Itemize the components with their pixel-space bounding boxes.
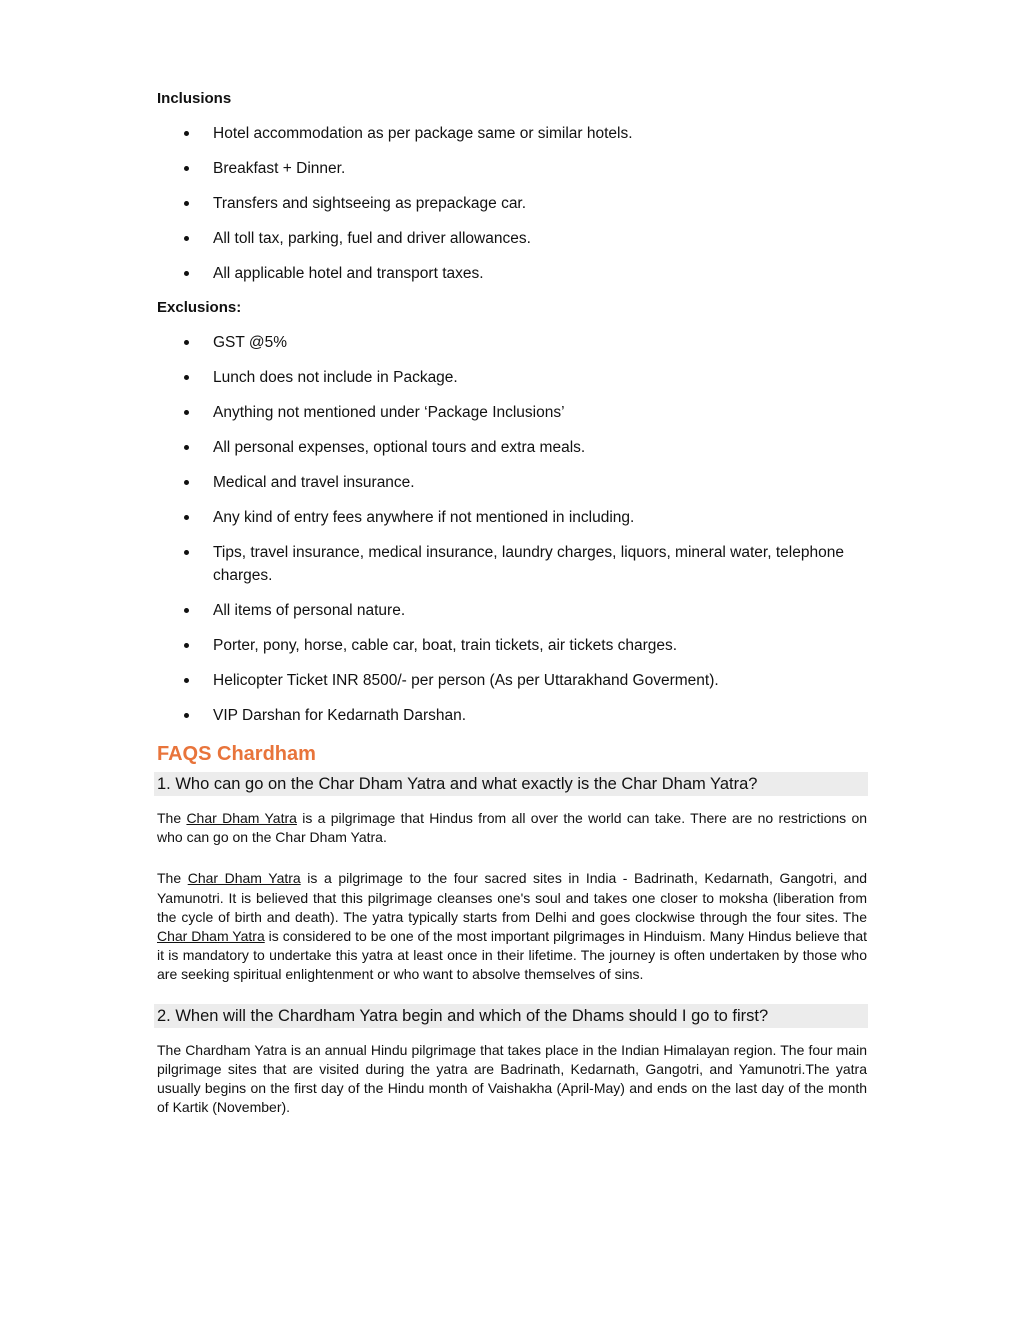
- bullet-icon: [184, 480, 189, 485]
- inclusions-list: [157, 122, 867, 285]
- bullet-icon: [184, 445, 189, 450]
- bullet-icon: [184, 375, 189, 380]
- exclusions-list: [157, 331, 867, 727]
- list-item: Any kind of entry fees anywhere if not mentioned in including.: [157, 506, 867, 529]
- faq-question-2: 2. When will the Chardham Yatra begin and which of the Dhams should I go to first?: [154, 1004, 868, 1028]
- list-item: Porter, pony, horse, cable car, boat, train tickets, air tickets charges.: [157, 634, 867, 657]
- list-item: All personal expenses, optional tours and extra meals.: [157, 436, 867, 459]
- list-item: All applicable hotel and transport taxes.: [157, 262, 867, 285]
- faq-answer-1-paragraph-1: The Char Dham Yatra is a pilgrimage that Hindus from all over the world can take. There are no restrictions on who can go on the Char Dham Yatra.: [157, 810, 868, 846]
- list-item: Medical and travel insurance.: [157, 471, 867, 494]
- bullet-icon: [184, 643, 189, 648]
- bullet-icon: [184, 201, 189, 206]
- exclusions-heading: Exclusions:: [157, 299, 242, 316]
- faq-title: FAQS Chardham: [157, 743, 316, 765]
- bullet-icon: [184, 678, 189, 683]
- list-item: Transfers and sightseeing as prepackage car.: [157, 192, 867, 215]
- list-item: Breakfast + Dinner.: [157, 157, 867, 180]
- char-dham-yatra-link[interactable]: Char Dham Yatra: [187, 870, 301, 887]
- list-item: Helicopter Ticket INR 8500/- per person (As per Uttarakhand Goverment).: [157, 669, 867, 692]
- document-page: [157, 88, 867, 1117]
- list-item: VIP Darshan for Kedarnath Darshan.: [157, 704, 867, 727]
- bullet-icon: [184, 340, 189, 345]
- char-dham-yatra-link[interactable]: Char Dham Yatra: [157, 928, 265, 945]
- bullet-icon: [184, 166, 189, 171]
- list-item: All toll tax, parking, fuel and driver allowances.: [157, 227, 867, 250]
- bullet-icon: [184, 236, 189, 241]
- bullet-icon: [184, 515, 189, 520]
- bullet-icon: [184, 131, 189, 136]
- bullet-icon: [184, 271, 189, 276]
- faq-question-1: 1. Who can go on the Char Dham Yatra and what exactly is the Char Dham Yatra?: [154, 772, 868, 796]
- list-item: GST @5%: [157, 331, 867, 354]
- list-item: Tips, travel insurance, medical insurance, laundry charges, liquors, mineral water, telephone charges.: [157, 541, 867, 587]
- bullet-icon: [184, 608, 189, 613]
- bullet-icon: [184, 410, 189, 415]
- list-item: Hotel accommodation as per package same or similar hotels.: [157, 122, 867, 145]
- list-item: All items of personal nature.: [157, 599, 867, 622]
- faq-answer-1-paragraph-2: The Char Dham Yatra is a pilgrimage to the four sacred sites in India - Badrinath, Kedarnath, Gangotri, and Yamunotri. It is believed that this pilgrimage cleanses one's soul and takes one closer to moksha (liberation from the cycle of birth and death). The yatra typically starts from Delhi and goes clockwise through the four sites. The Char Dham Yatra is considered to be one of the most important pilgrimages in Hinduism. Many Hindus believe that it is mandatory to undertake this yatra at least once in their lifetime. The journey is often undertaken by those who are seeking spiritual enlightenment or who want to absolve themselves of sins.: [157, 870, 868, 983]
- inclusions-heading: Inclusions: [157, 90, 232, 107]
- char-dham-yatra-link[interactable]: Char Dham Yatra: [186, 810, 297, 826]
- list-item: Anything not mentioned under ‘Package Inclusions’: [157, 401, 867, 424]
- bullet-icon: [184, 713, 189, 718]
- list-item: Lunch does not include in Package.: [157, 366, 867, 389]
- bullet-icon: [184, 550, 189, 555]
- faq-answer-2: The Chardham Yatra is an annual Hindu pilgrimage that takes place in the Indian Himalayan region. The four main pilgrimage sites that are visited during the yatra are Badrinath, Kedarnath, Gangotri, and Yamunotri.The yatra usually begins on the first day of the Hindu month of Vaishakha (April-May) and ends on the last day of the month of Kartik (November).: [157, 1041, 867, 1116]
